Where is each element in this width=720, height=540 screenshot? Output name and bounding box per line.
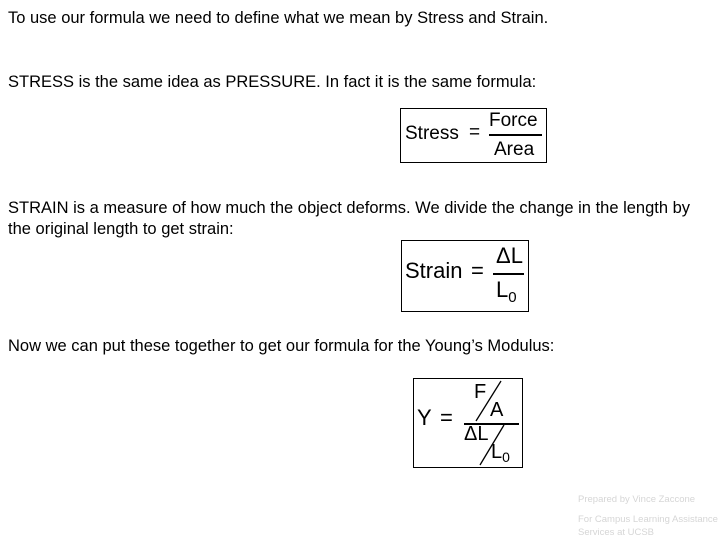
youngs-delta-l: ΔL — [464, 423, 489, 445]
stress-fraction-bar — [489, 134, 542, 136]
stress-description: STRESS is the same idea as PRESSURE. In fact it is the same formula: — [8, 73, 537, 91]
strain-description: STRAIN is a measure of how much the object deforms. We divide the change in the length by the original length to get strain: — [8, 199, 691, 238]
youngs-l0: $L_0$ — [491, 441, 510, 465]
stress-lhs: Stress — [405, 123, 459, 144]
youngs-force: F — [474, 381, 487, 403]
strain-formula — [401, 240, 529, 312]
youngs-modulus-formula — [413, 378, 523, 468]
youngs-description: Now we can put these together to get our formula for the Young’s Modulus: — [8, 337, 555, 355]
strain-denominator: $L_0$ — [496, 277, 517, 306]
strain-lhs: Strain — [405, 258, 463, 283]
stress-formula — [400, 108, 547, 163]
stress-denominator: Area — [494, 139, 535, 160]
youngs-lhs: Y — [417, 405, 432, 430]
credit-line-2: For Campus Learning Assistance Services at UCSB — [578, 514, 718, 538]
strain-equals: = — [471, 258, 484, 283]
stress-numerator: Force — [489, 110, 538, 131]
strain-numerator: ΔL — [496, 243, 523, 268]
strain-fraction-bar — [493, 273, 524, 275]
youngs-area: A — [490, 399, 504, 421]
credit-line-1: Prepared by Vince Zaccone — [578, 494, 696, 505]
stress-equals: = — [469, 122, 481, 143]
intro-text: To use our formula we need to define what we mean by Stress and Strain. — [8, 9, 549, 27]
youngs-equals: = — [440, 405, 453, 430]
